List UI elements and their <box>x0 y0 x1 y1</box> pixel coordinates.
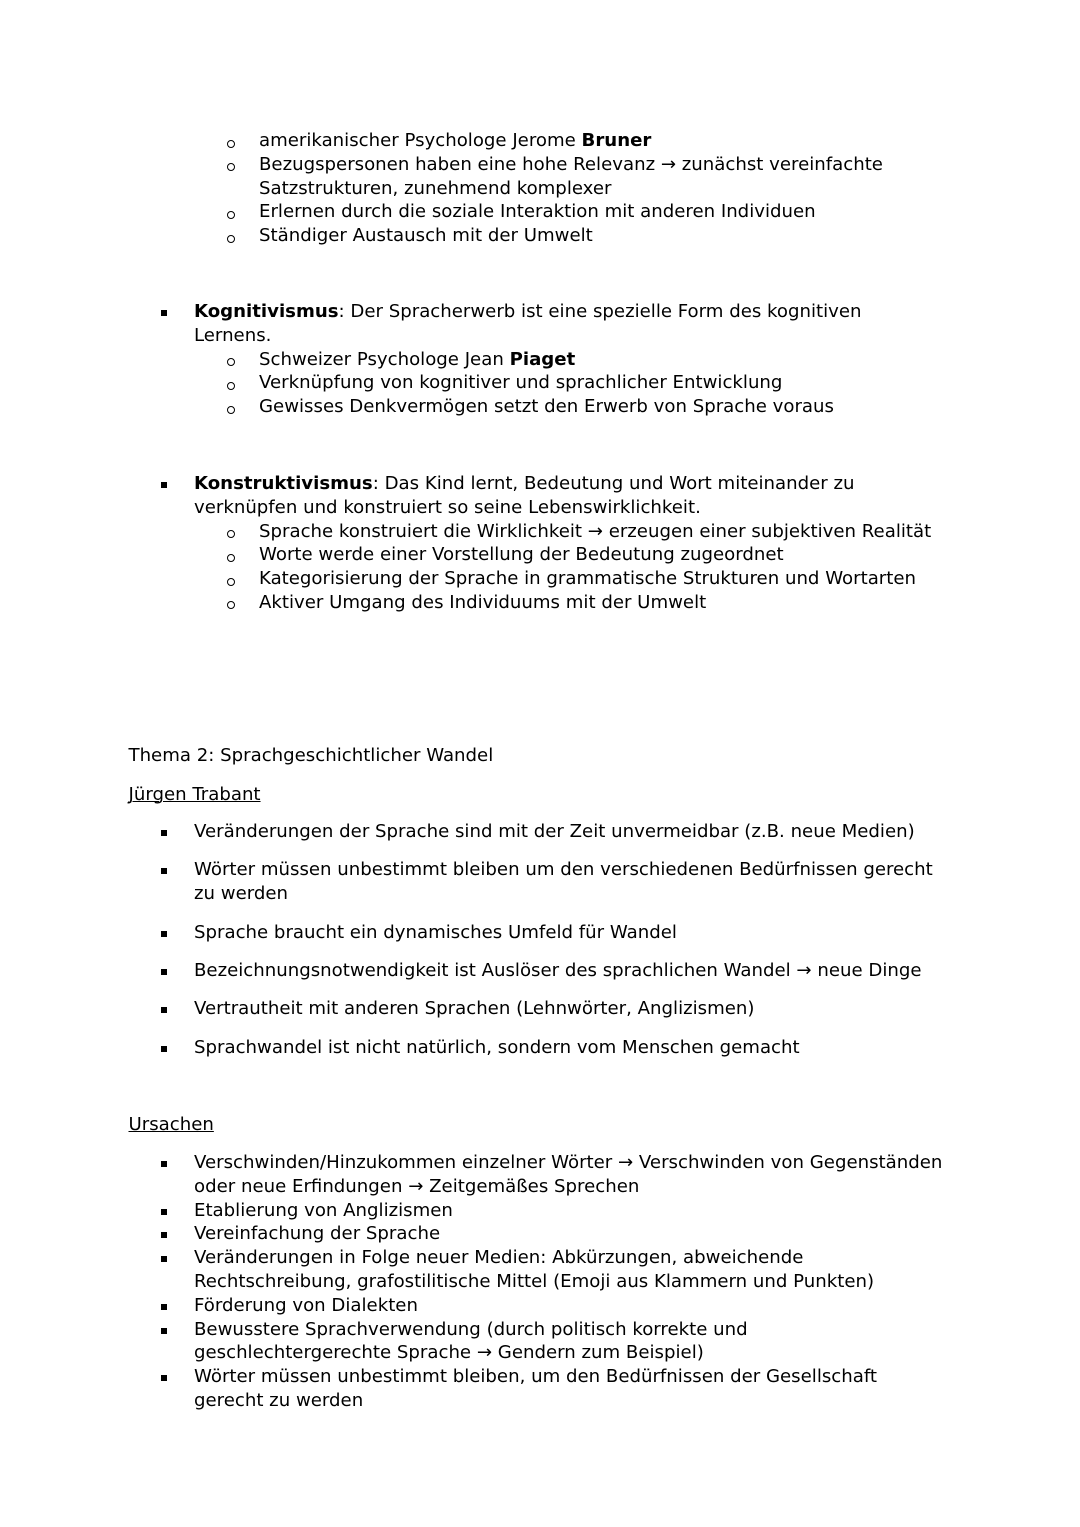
bullet-text-line: Ständiger Austausch mit der Umwelt <box>259 225 593 247</box>
ursachen-point <box>129 1365 952 1413</box>
trabant-point <box>129 1036 952 1060</box>
circle-bullet-icon <box>227 211 235 219</box>
bullet-text-line: Veränderungen der Sprache sind mit der Zeit unvermeidbar (z.B. neue Medien) <box>194 821 915 842</box>
bullet-text-line: gerecht zu werden <box>194 1389 364 1411</box>
square-bullet-icon <box>161 1328 167 1334</box>
definition-text: : Das Kind lernt, Bedeutung und Wort miteinander zu <box>372 473 855 494</box>
trabant-points-list <box>129 820 952 1074</box>
circle-bullet-icon <box>227 578 235 586</box>
bruner-point <box>194 129 952 153</box>
square-bullet-icon <box>161 969 167 975</box>
psychologist-name: Piaget <box>509 348 576 370</box>
ursachen-point <box>129 1199 952 1223</box>
circle-bullet-icon <box>227 382 235 390</box>
square-bullet-icon <box>161 1046 167 1052</box>
bullet-text-line: Veränderungen in Folge neuer Medien: Abkürzungen, abweichende <box>194 1247 804 1269</box>
trabant-point <box>129 820 952 844</box>
section-heading: Thema 2: Sprachgeschichtlicher Wandel <box>128 745 494 766</box>
bullet-text-line: Wörter müssen unbestimmt bleiben, um den Bedürfnissen der Gesellschaft <box>194 1366 878 1388</box>
square-bullet-icon <box>161 310 167 316</box>
bullet-text-line: Gewisses Denkvermögen setzt den Erwerb von Sprache voraus <box>259 396 834 418</box>
kognitivismus-point <box>194 371 952 395</box>
bullet-text-line: Sprachwandel ist nicht natürlich, sondern vom Menschen gemacht <box>194 1036 800 1058</box>
square-bullet-icon <box>161 1375 167 1381</box>
circle-bullet-icon <box>227 530 235 538</box>
ursachen-point <box>129 1246 952 1294</box>
bullet-text-line: Sprache konstruiert die Wirklichkeit → erzeugen einer subjektiven Realität <box>259 520 932 542</box>
definition-line <box>194 300 952 324</box>
circle-bullet-icon <box>227 554 235 562</box>
ursachen-point <box>129 1151 952 1199</box>
bullet-text-line: Worte werde einer Vorstellung der Bedeutung zugeordnet <box>259 544 784 566</box>
bullet-text: amerikanischer Psychologe Jerome <box>259 130 576 151</box>
bullet-text-line: Sprache braucht ein dynamisches Umfeld für Wandel <box>194 921 677 943</box>
bullet-text-line <box>259 348 952 372</box>
trabant-point <box>129 997 952 1021</box>
bruner-point <box>194 200 952 224</box>
bullet-text-line: Rechtschreibung, grafostilitische Mittel (Emoji aus Klammern und Punkten) <box>194 1270 875 1292</box>
bullet-text-line: Kategorisierung der Sprache in grammatische Strukturen und Wortarten <box>259 568 917 590</box>
psychologist-name: Bruner <box>581 130 652 151</box>
bruner-point <box>194 224 952 248</box>
ursachen-list <box>129 1151 952 1413</box>
bullet-text-line: Aktiver Umgang des Individuums mit der Umwelt <box>259 591 707 613</box>
bruner-point <box>194 153 952 201</box>
trabant-point <box>129 959 952 983</box>
subsection-title-ursachen: Ursachen <box>128 1114 214 1135</box>
kognitivismus-point <box>194 395 952 419</box>
circle-bullet-icon <box>227 140 235 148</box>
bullet-text-line: zu werden <box>194 883 289 905</box>
circle-bullet-icon <box>227 163 235 171</box>
konstruktivismus-point <box>194 567 952 591</box>
square-bullet-icon <box>161 1256 167 1262</box>
subsection-title-trabant: Jürgen Trabant <box>128 784 261 805</box>
bullet-text-line: Bewusstere Sprachverwendung (durch politisch korrekte und <box>194 1318 748 1340</box>
konstruktivismus-point <box>194 520 952 544</box>
bullet-text-line: Bezeichnungsnotwendigkeit ist Auslöser des sprachlichen Wandel → neue Dinge <box>194 959 922 981</box>
square-bullet-icon <box>161 1209 167 1215</box>
bullet-text-line: Verschwinden/Hinzukommen einzelner Wörter → Verschwinden von Gegenständen <box>194 1152 943 1173</box>
definition-line <box>194 472 952 496</box>
konstruktivismus-item <box>129 472 952 615</box>
square-bullet-icon <box>161 1161 167 1167</box>
bullet-text: Schweizer Psychologe Jean <box>259 348 504 370</box>
ursachen-point <box>129 1318 952 1366</box>
circle-bullet-icon <box>227 235 235 243</box>
definition-line: Lernens. <box>194 324 272 346</box>
square-bullet-icon <box>161 931 167 937</box>
bullet-text-line: Wörter müssen unbestimmt bleiben um den verschiedenen Bedürfnissen gerecht <box>194 859 933 881</box>
bullet-text-line: Bezugspersonen haben eine hohe Relevanz → zunächst vereinfachte <box>259 153 883 175</box>
bullet-text-line: geschlechtergerechte Sprache → Gendern zum Beispiel) <box>194 1342 704 1364</box>
bruner-points-list <box>129 129 952 248</box>
bullet-text-line: Etablierung von Anglizismen <box>194 1199 453 1221</box>
term-kognitivismus: Kognitivismus <box>194 301 339 322</box>
konstruktivismus-point <box>194 591 952 615</box>
circle-bullet-icon <box>227 601 235 609</box>
square-bullet-icon <box>161 868 167 874</box>
bullet-text-line: Förderung von Dialekten <box>194 1294 418 1316</box>
definition-text: : Der Spracherwerb ist eine spezielle Form des kognitiven <box>338 301 862 322</box>
square-bullet-icon <box>161 1304 167 1310</box>
ursachen-point <box>129 1222 952 1246</box>
ursachen-point <box>129 1294 952 1318</box>
trabant-point <box>129 858 952 906</box>
kognitivismus-item <box>129 300 952 419</box>
bullet-text-line: Vertrautheit mit anderen Sprachen (Lehnwörter, Anglizismen) <box>194 998 755 1020</box>
trabant-point <box>129 921 952 945</box>
square-bullet-icon <box>161 482 167 488</box>
circle-bullet-icon <box>227 406 235 414</box>
bullet-text-line: Verknüpfung von kognitiver und sprachlicher Entwicklung <box>259 372 783 394</box>
kognitivismus-point <box>194 348 952 372</box>
bullet-text-line: Vereinfachung der Sprache <box>194 1223 441 1245</box>
term-konstruktivismus: Konstruktivismus <box>194 473 373 494</box>
definition-line: verknüpfen und konstruiert so seine Lebenswirklichkeit. <box>194 496 701 518</box>
square-bullet-icon <box>161 1007 167 1013</box>
konstruktivismus-point <box>194 543 952 567</box>
bullet-text-line <box>259 129 952 153</box>
square-bullet-icon <box>161 830 167 836</box>
bullet-text-line: Satzstrukturen, zunehmend komplexer <box>259 177 612 199</box>
subsection-title-wrapper <box>129 783 952 807</box>
circle-bullet-icon <box>227 358 235 366</box>
kognitivismus-list <box>129 300 952 419</box>
konstruktivismus-points <box>194 520 952 615</box>
kognitivismus-points <box>194 348 952 419</box>
bullet-text-line: oder neue Erfindungen → Zeitgemäßes Sprechen <box>194 1175 640 1197</box>
bullet-text-line: Erlernen durch die soziale Interaktion mit anderen Individuen <box>259 201 816 223</box>
konstruktivismus-list <box>129 472 952 615</box>
square-bullet-icon <box>161 1232 167 1238</box>
subsection-title-wrapper <box>129 1113 952 1137</box>
